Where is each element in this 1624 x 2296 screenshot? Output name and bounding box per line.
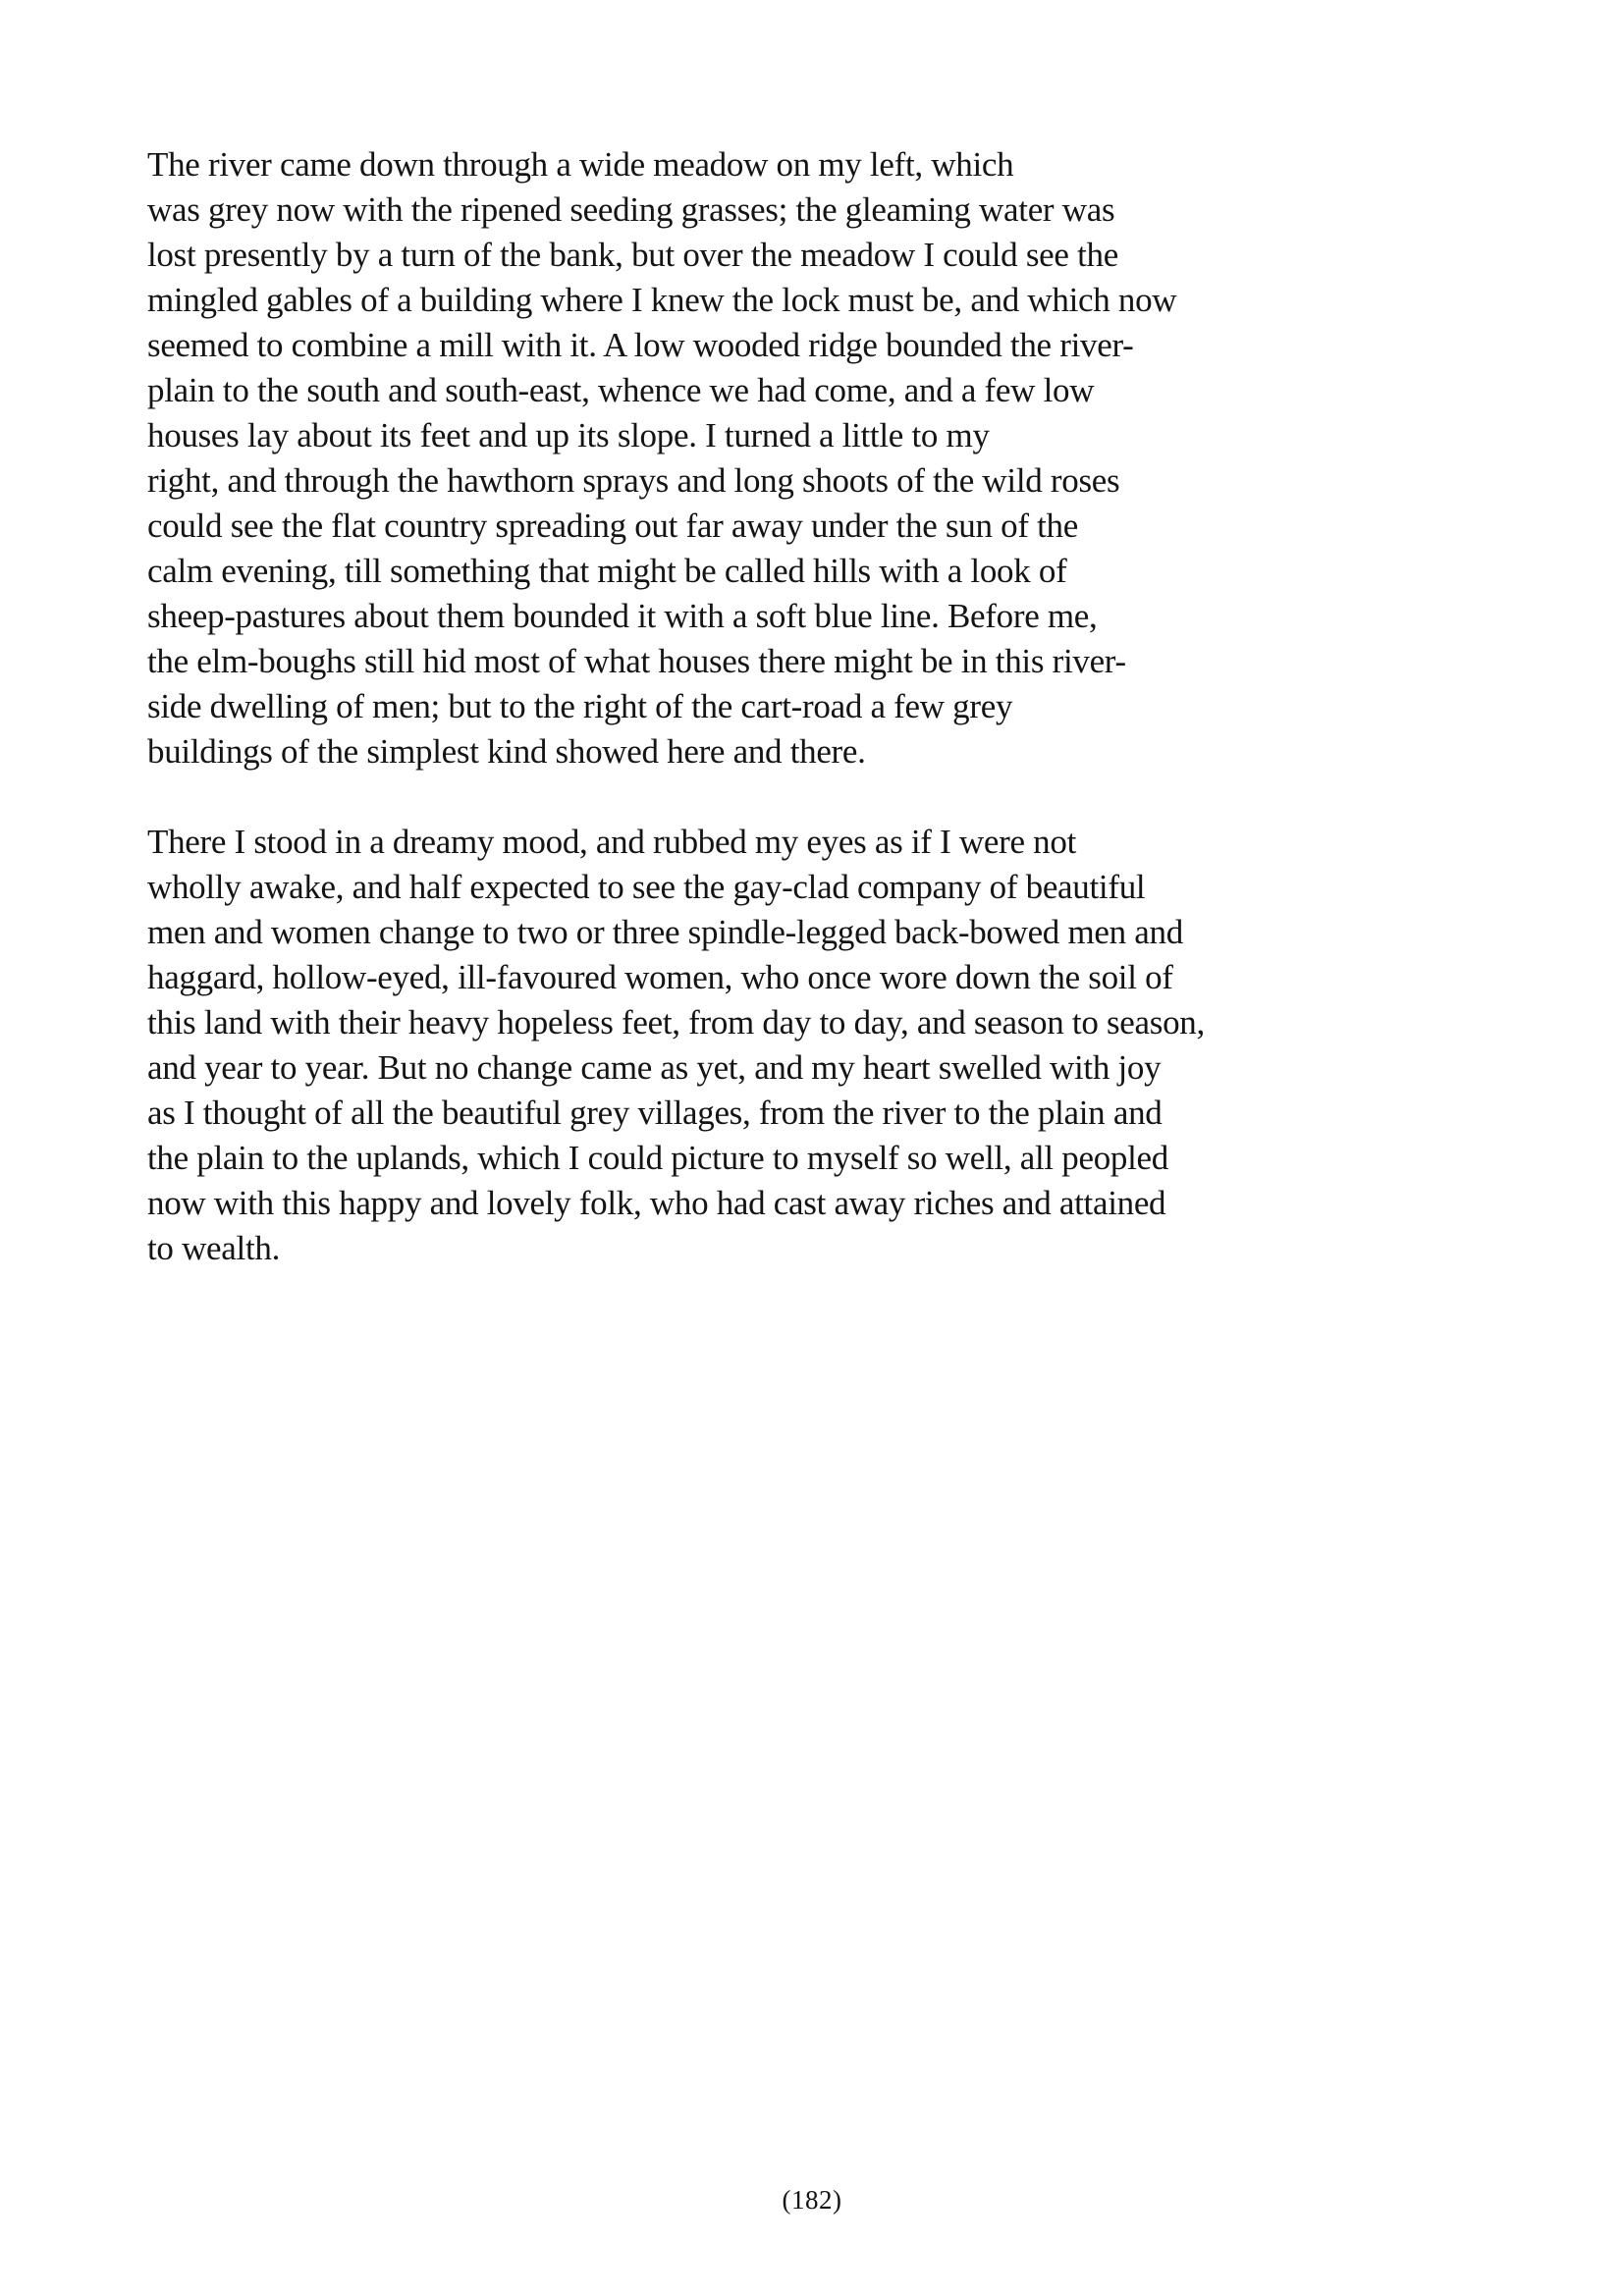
text-line: wholly awake, and half expected to see the gay-clad company of beautiful [147, 868, 1146, 906]
paragraph-1 [147, 142, 1205, 774]
text-line: the elm-boughs still hid most of what houses there might be in this river- [147, 642, 1126, 680]
text-line: now with this happy and lovely folk, who had cast away riches and attained [147, 1184, 1166, 1222]
text-line: haggard, hollow-eyed, ill-favoured women, who once wore down the soil of [147, 958, 1173, 996]
text-line: and year to year. But no change came as yet, and my heart swelled with joy [147, 1048, 1162, 1087]
text-line: houses lay about its feet and up its slope. I turned a little to my [147, 416, 990, 454]
text-line: calm evening, till something that might be called hills with a look of [147, 552, 1067, 590]
text-line: buildings of the simplest kind showed here and there. [147, 732, 866, 771]
text-line: to wealth. [147, 1229, 281, 1267]
text-line: lost presently by a turn of the bank, but over the meadow I could see the [147, 236, 1118, 274]
text-line: sheep-pastures about them bounded it with a soft blue line. Before me, [147, 597, 1098, 635]
text-line: mingled gables of a building where I knew the lock must be, and which now [147, 281, 1177, 319]
text-line: There I stood in a dreamy mood, and rubbed my eyes as if I were not [147, 823, 1076, 861]
text-line: men and women change to two or three spindle-legged back-bowed men and [147, 913, 1183, 951]
text-line: plain to the south and south-east, whence we had come, and a few low [147, 371, 1095, 409]
text-line: the plain to the uplands, which I could picture to myself so well, all peopled [147, 1139, 1168, 1177]
text-line: seemed to combine a mill with it. A low wooded ridge bounded the river- [147, 326, 1134, 364]
text-line: side dwelling of men; but to the right of the cart-road a few grey [147, 687, 1013, 725]
text-line: this land with their heavy hopeless feet, from day to day, and season to season, [147, 1003, 1205, 1041]
paragraph-2 [147, 820, 1205, 1271]
text-line: could see the flat country spreading out far away under the sun of the [147, 507, 1078, 545]
page-number: (182) [782, 2185, 842, 2215]
text-line: right, and through the hawthorn sprays and long shoots of the wild roses [147, 461, 1120, 500]
text-line: was grey now with the ripened seeding grasses; the gleaming water was [147, 190, 1115, 229]
body-text [147, 142, 1205, 1271]
text-line: as I thought of all the beautiful grey villages, from the river to the plain and [147, 1094, 1163, 1132]
text-line: The river came down through a wide meadow on my left, which [147, 145, 1014, 184]
